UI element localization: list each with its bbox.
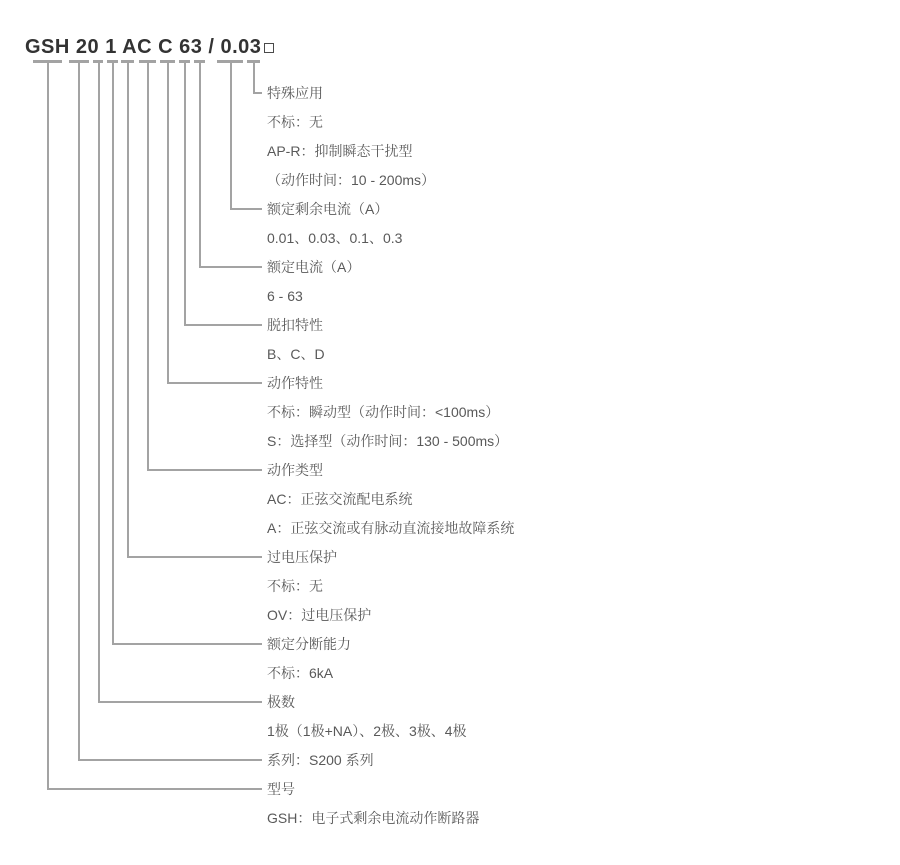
entry-label: 系列：S200 系列 [267, 752, 374, 768]
connector-line [230, 208, 262, 210]
stem-line [112, 60, 114, 645]
connector-line [112, 643, 262, 645]
entry-subline: AP-R：抑制瞬态干扰型 [267, 143, 413, 159]
stem-line [199, 60, 201, 268]
stem-line [253, 60, 255, 94]
entry-label: 额定分断能力 [267, 636, 351, 652]
stem-line [147, 60, 149, 471]
placeholder-box-icon [264, 43, 274, 53]
model-code-text: GSH 20 1 AC C 63 / 0.03 [25, 36, 262, 58]
connector-line [184, 324, 262, 326]
entry-subline: 1极（1极+NA）、2极、3极、4极 [267, 723, 467, 739]
connector-line [253, 92, 262, 94]
connector-line [127, 556, 262, 558]
connector-line [78, 759, 262, 761]
stem-line [127, 60, 129, 558]
entry-subline: A：正弦交流或有脉动直流接地故障系统 [267, 520, 515, 536]
entry-subline: GSH：电子式剩余电流动作断路器 [267, 810, 480, 826]
connector-line [167, 382, 262, 384]
entry-subline: 不标：6kA [267, 665, 334, 681]
entry-label: 动作特性 [267, 375, 323, 391]
entry-label: 型号 [267, 781, 295, 797]
entry-label: 过电压保护 [267, 549, 337, 565]
connector-line [47, 788, 262, 790]
stem-line [184, 60, 186, 326]
connector-line [147, 469, 262, 471]
entry-subline: （动作时间：10 - 200ms） [267, 172, 436, 188]
entry-label: 特殊应用 [267, 85, 323, 101]
entry-subline: AC：正弦交流配电系统 [267, 491, 413, 507]
stem-line [167, 60, 169, 384]
model-code-title [25, 36, 274, 59]
entry-label: 脱扣特性 [267, 317, 323, 333]
connector-line [98, 701, 262, 703]
entry-label: 额定电流（A） [267, 259, 361, 275]
entry-subline: B、C、D [267, 346, 325, 362]
entry-label: 极数 [267, 694, 295, 710]
entry-subline: OV：过电压保护 [267, 607, 372, 623]
entry-subline: 不标：瞬动型（动作时间：<100ms） [267, 404, 500, 420]
stem-line [78, 60, 80, 761]
stem-line [98, 60, 100, 703]
stem-line [47, 60, 49, 790]
entry-subline: 0.01、0.03、0.1、0.3 [267, 230, 403, 246]
entry-subline: 6 - 63 [267, 288, 303, 304]
entry-label: 动作类型 [267, 462, 323, 478]
entry-label: 额定剩余电流（A） [267, 201, 389, 217]
entry-subline: S：选择型（动作时间：130 - 500ms） [267, 433, 509, 449]
stem-line [230, 60, 232, 210]
connector-line [199, 266, 262, 268]
entry-subline: 不标：无 [267, 578, 323, 594]
entry-subline: 不标：无 [267, 114, 323, 130]
